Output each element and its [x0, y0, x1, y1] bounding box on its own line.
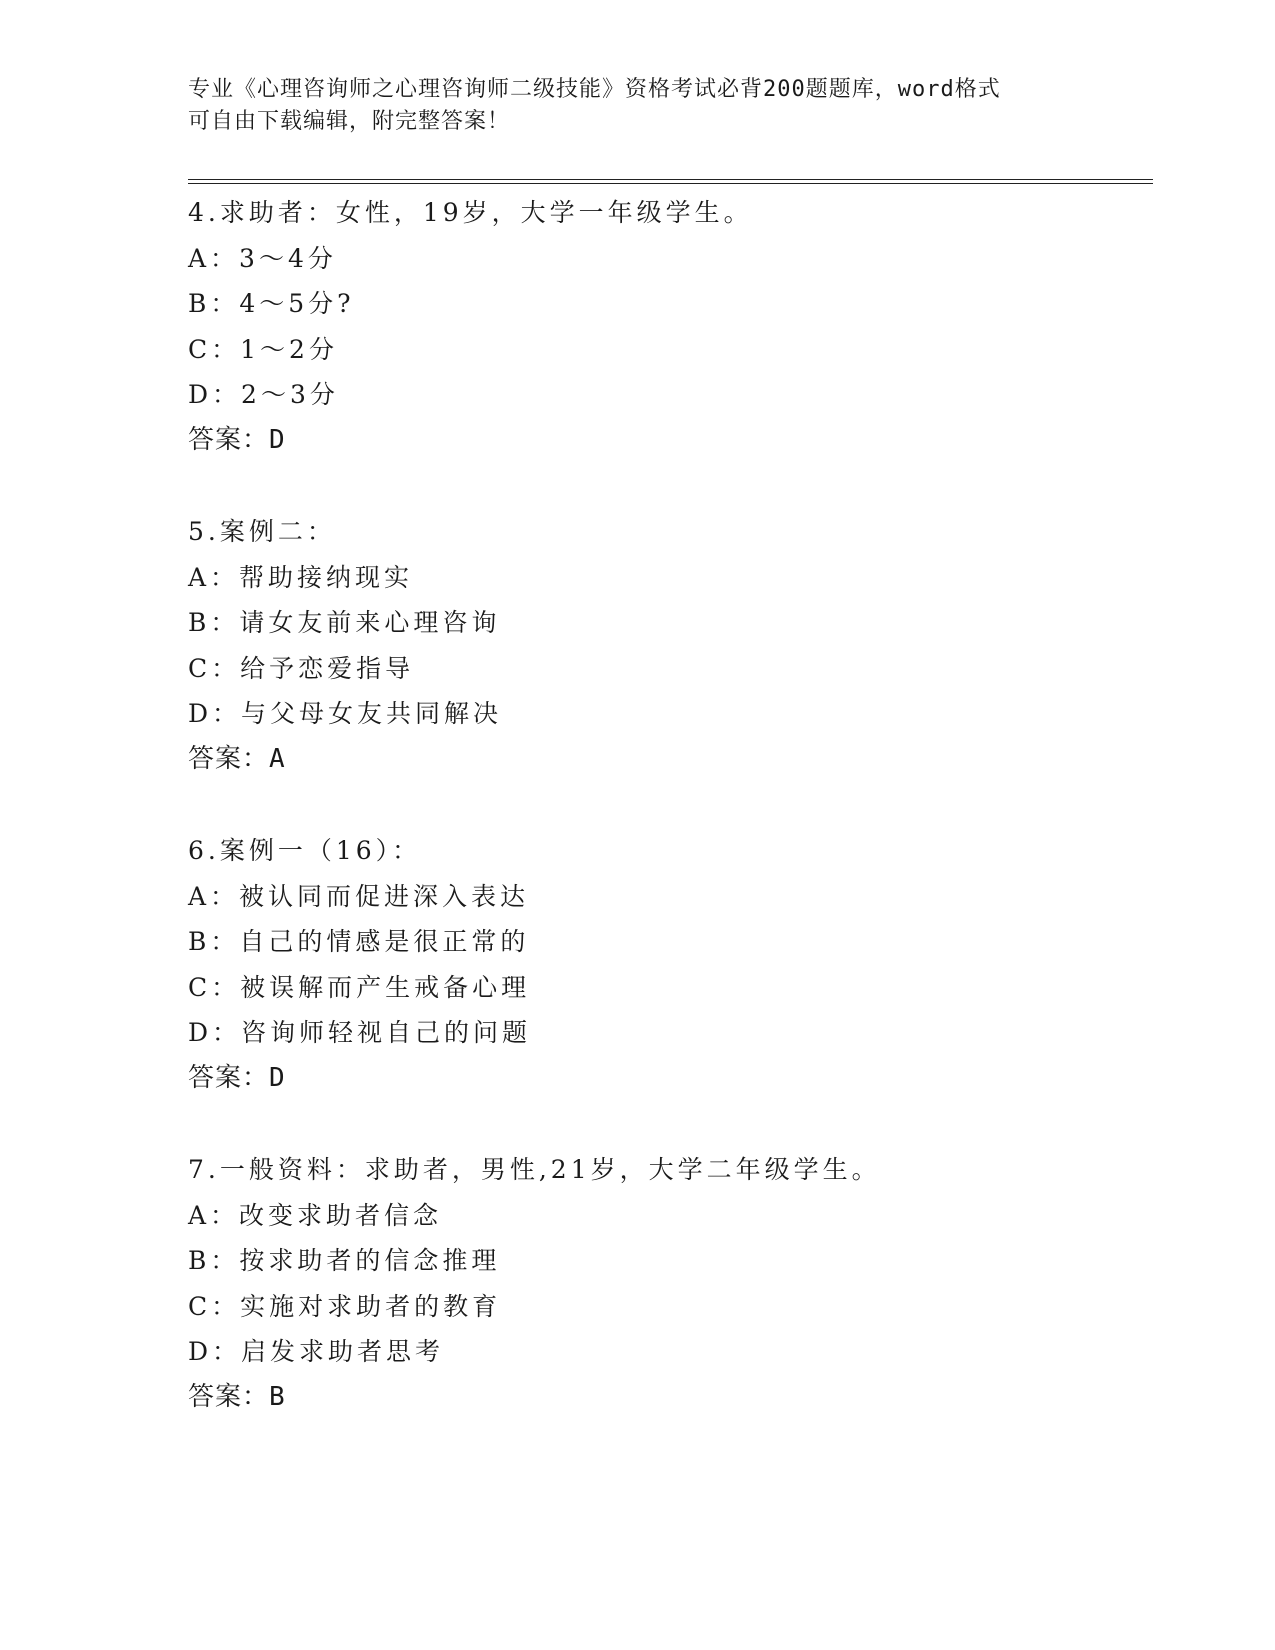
question-list	[188, 190, 1128, 1466]
question-4	[188, 190, 1128, 463]
question-stem: 6.案例一（16）：	[188, 836, 422, 865]
option-d: D：2～3分	[188, 380, 339, 409]
header-divider-bottom	[188, 183, 1153, 184]
option-b: B：请女友前来心理咨询	[188, 608, 501, 637]
question-5	[188, 509, 1128, 782]
answer-line: 答案：B	[188, 1381, 286, 1412]
header-title-line-2: 可自由下载编辑，附完整答案！	[188, 109, 511, 134]
option-c: C：实施对求助者的教育	[188, 1291, 502, 1321]
question-7	[188, 1147, 1128, 1420]
header-divider-top	[188, 179, 1153, 180]
option-a: A：改变求助者信念	[188, 1200, 443, 1230]
question-stem: 5.案例二：	[188, 517, 336, 546]
answer-line: 答案：A	[188, 743, 286, 774]
answer-line: 答案：D	[188, 1062, 286, 1093]
option-b: B：按求助者的信念推理	[188, 1246, 501, 1275]
option-d: D：与父母女友共同解决	[188, 699, 503, 728]
option-b: B：4～5分?	[188, 289, 355, 318]
document-header	[188, 74, 1088, 138]
option-c: C：给予恋爱指导	[188, 653, 415, 683]
question-stem: 7.一般资料：求助者，男性,21岁，大学二年级学生。	[188, 1155, 881, 1184]
option-c: C：1～2分	[188, 334, 338, 364]
option-a: A：被认同而促进深入表达	[188, 881, 530, 911]
option-d: D：咨询师轻视自己的问题	[188, 1018, 532, 1047]
answer-line: 答案：D	[188, 424, 286, 455]
header-title-line-1: 专业《心理咨询师之心理咨询师二级技能》资格考试必背200题题库，word格式	[188, 77, 1001, 102]
option-d: D：启发求助者思考	[188, 1337, 445, 1366]
question-6	[188, 828, 1128, 1101]
option-b: B：自己的情感是很正常的	[188, 927, 530, 956]
option-a: A：帮助接纳现实	[188, 562, 414, 592]
question-stem: 4.求助者：女性，19岁，大学一年级学生。	[188, 198, 753, 227]
option-c: C：被误解而产生戒备心理	[188, 972, 531, 1002]
option-a: A：3～4分	[188, 243, 337, 273]
